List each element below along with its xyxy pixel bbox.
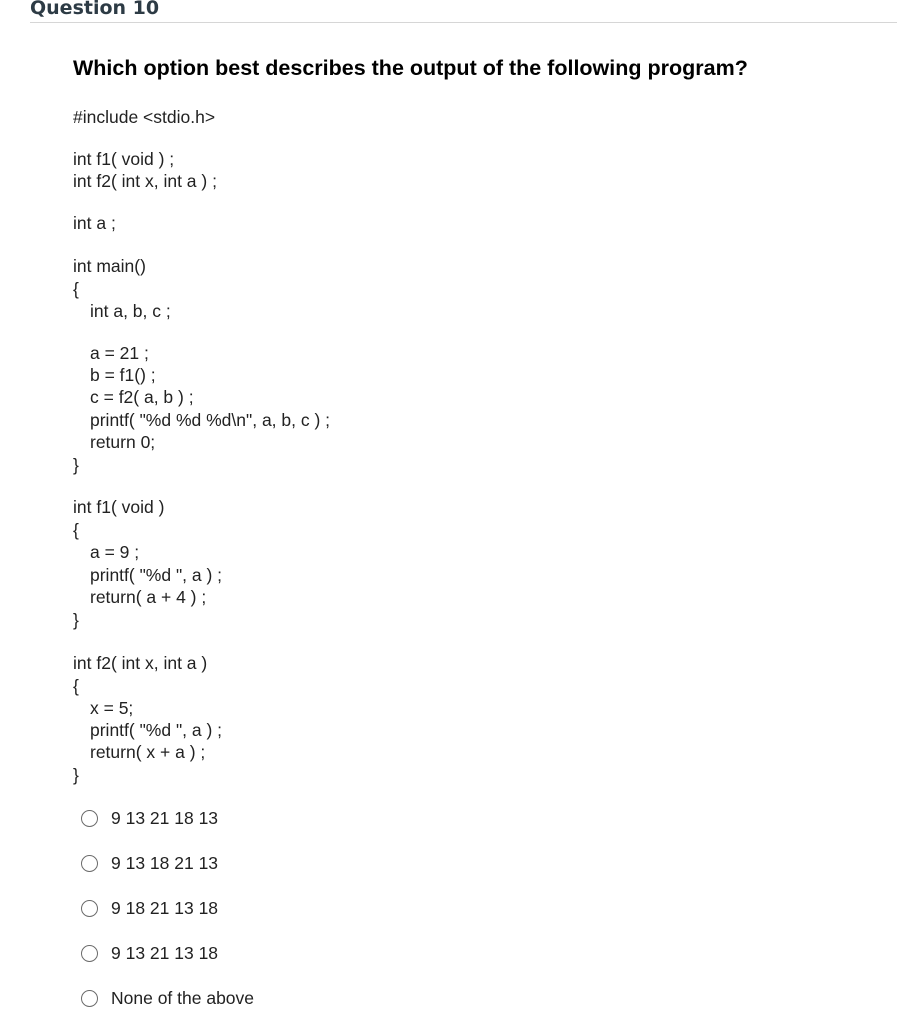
code-line: int f2( int x, int a ) ; (73, 171, 217, 191)
code-line: int f1( void ) (73, 497, 165, 517)
code-line: } (73, 455, 79, 475)
code-line: int f1( void ) ; (73, 149, 175, 169)
code-line: b = f1() ; (90, 365, 156, 385)
code-line: } (73, 765, 79, 785)
code-line: printf( "%d ", a ) ; (90, 720, 223, 740)
code-line: x = 5; (90, 698, 134, 718)
code-line: int a, b, c ; (90, 301, 171, 321)
code-line: printf( "%d %d %d\n", a, b, c ) ; (90, 410, 331, 430)
code-line: return( x + a ) ; (90, 742, 206, 762)
answer-option-label: 9 18 21 13 18 (111, 898, 219, 918)
code-line: int f2( int x, int a ) (73, 653, 208, 673)
answer-option-4[interactable] (81, 941, 218, 965)
question-prompt: Which option best describes the output of the following program? (73, 56, 748, 80)
radio-button-icon[interactable] (81, 945, 98, 962)
code-line: int a ; (73, 213, 116, 233)
answer-option-3[interactable] (81, 896, 218, 920)
code-line: } (73, 610, 79, 630)
code-line: return 0; (90, 432, 156, 452)
code-line: return( a + 4 ) ; (90, 587, 207, 607)
answer-option-5[interactable] (81, 986, 254, 1010)
code-line: c = f2( a, b ) ; (90, 387, 194, 407)
radio-button-icon[interactable] (81, 900, 98, 917)
question-header (30, 0, 897, 23)
code-line: { (73, 520, 79, 540)
code-line: { (73, 279, 79, 299)
code-line: a = 9 ; (90, 542, 140, 562)
answer-option-2[interactable] (81, 851, 218, 875)
code-line: a = 21 ; (90, 343, 149, 363)
code-line: { (73, 676, 79, 696)
radio-button-icon[interactable] (81, 855, 98, 872)
answer-option-1[interactable] (81, 806, 218, 830)
question-number: Question 10 (30, 0, 160, 19)
code-line: printf( "%d ", a ) ; (90, 565, 223, 585)
code-line: int main() (73, 256, 146, 276)
answer-option-label: 9 13 18 21 13 (111, 853, 219, 873)
answer-option-label: 9 13 21 13 18 (111, 943, 219, 963)
answer-option-label: None of the above (111, 988, 255, 1008)
answer-option-label: 9 13 21 18 13 (111, 808, 219, 828)
radio-button-icon[interactable] (81, 990, 98, 1007)
radio-button-icon[interactable] (81, 810, 98, 827)
code-line: #include <stdio.h> (73, 107, 216, 127)
